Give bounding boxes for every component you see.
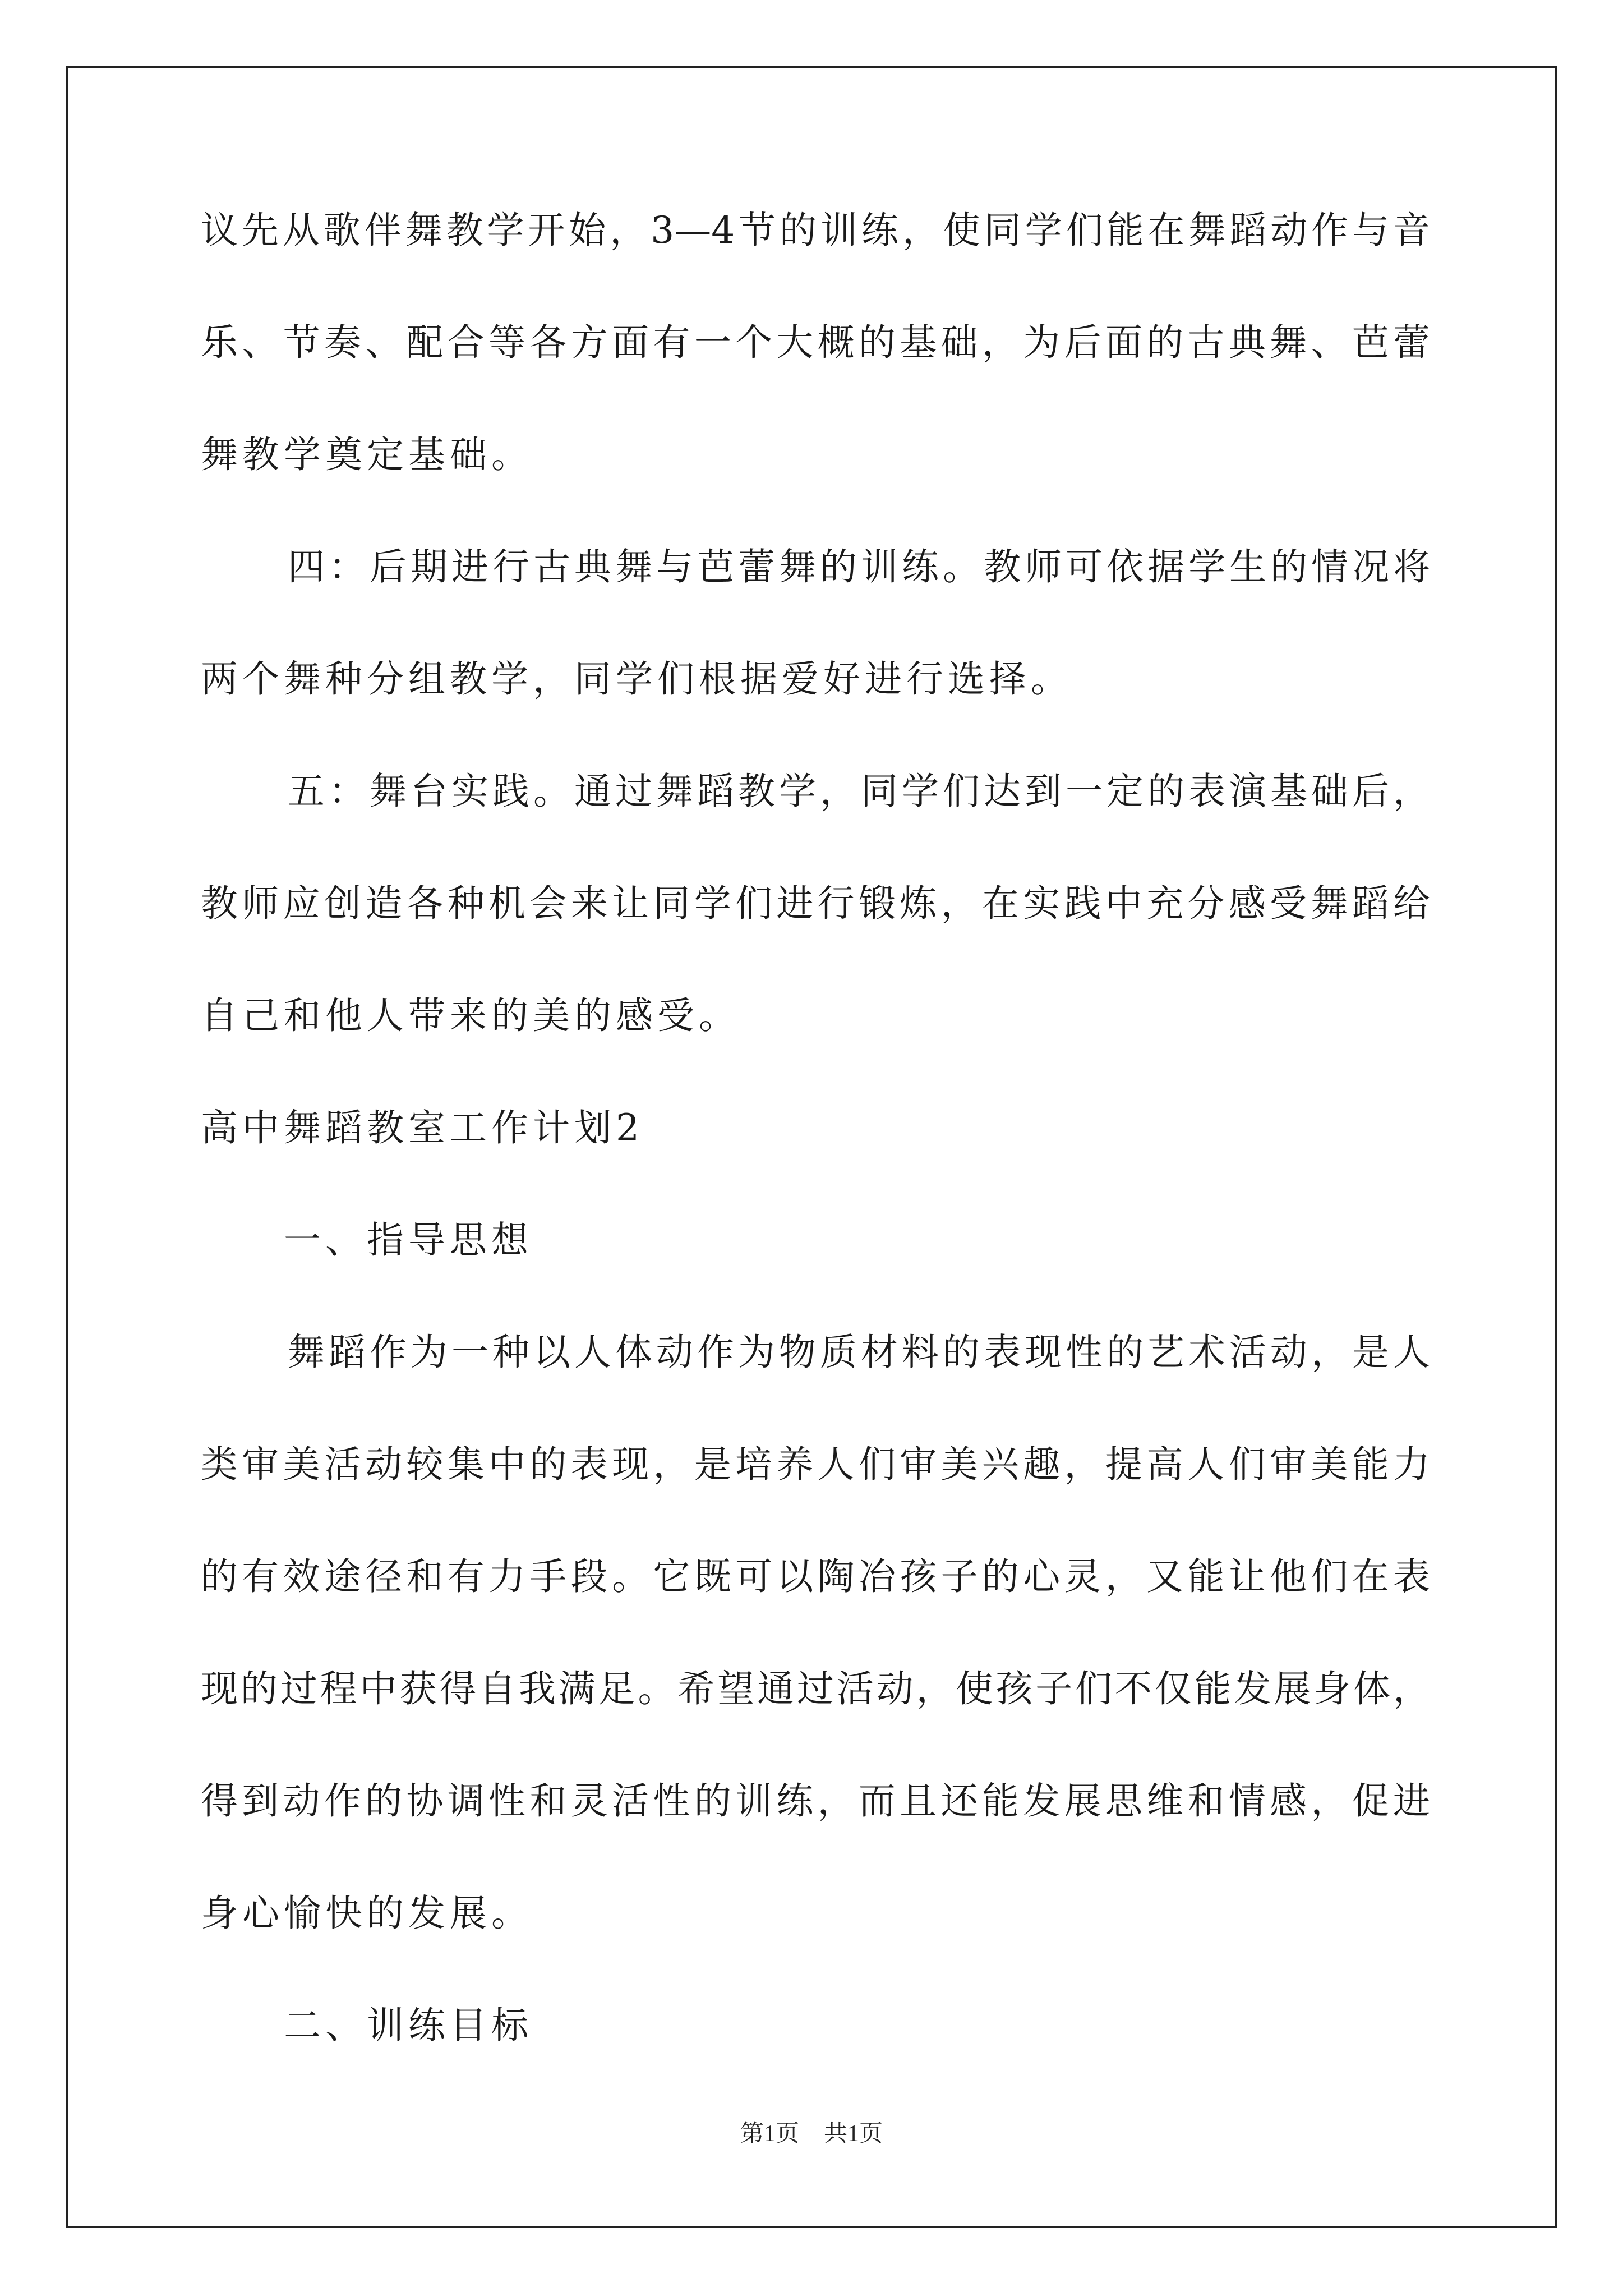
- text-line: [201, 882, 1430, 997]
- line-text: 身心愉快的发展。: [201, 1892, 533, 1935]
- page-footer: [0, 2122, 1623, 2146]
- line-text: 一、指导思想: [284, 1218, 533, 1262]
- text-line: [201, 1779, 1430, 1895]
- line-text: 高中舞蹈教室工作计划2: [201, 1106, 644, 1149]
- text-line: [201, 433, 1430, 549]
- text-line: [201, 209, 1430, 324]
- text-line: [201, 770, 1430, 885]
- line-text: 类审美活动较集中的表现，是培养人们审美兴趣，提高人们审美能力: [201, 1443, 1430, 1486]
- line-text: 的有效途径和有力手段。它既可以陶冶孩子的心灵，又能让他们在表: [201, 1555, 1430, 1598]
- line-text: 自己和他人带来的美的感受。: [201, 994, 740, 1037]
- line-text: 舞蹈作为一种以人体动作为物质材料的表现性的艺术活动，是人: [284, 1331, 1430, 1374]
- line-text: 议先从歌伴舞教学开始，3—4节的训练，使同学们能在舞蹈动作与音: [201, 209, 1430, 252]
- line-text: 两个舞种分组教学，同学们根据爱好进行选择。: [201, 657, 1072, 701]
- line-text: 四：后期进行古典舞与芭蕾舞的训练。教师可依据学生的情况将: [284, 545, 1430, 588]
- text-line: [201, 321, 1430, 436]
- line-text: 舞教学奠定基础。: [201, 433, 533, 476]
- subsection-heading: [201, 1218, 1430, 1334]
- page-total: 共1页: [824, 2121, 883, 2147]
- line-text: 现的过程中获得自我满足。希望通过活动，使孩子们不仅能发展身体，: [201, 1667, 1430, 1710]
- line-text: 教师应创造各种机会来让同学们进行锻炼，在实践中充分感受舞蹈给: [201, 882, 1430, 925]
- text-line: [201, 1892, 1430, 2007]
- text-line: [201, 1331, 1430, 1446]
- section-heading: [201, 1106, 1430, 1222]
- page-number: 第1页: [740, 2121, 799, 2147]
- text-line: [201, 1443, 1430, 1558]
- subsection-heading: [201, 2004, 1430, 2119]
- text-line: [201, 1667, 1430, 1783]
- text-line: [201, 545, 1430, 661]
- text-line: [201, 657, 1430, 773]
- line-text: 得到动作的协调性和灵活性的训练，而且还能发展思维和情感，促进: [201, 1779, 1430, 1823]
- line-text: 五：舞台实践。通过舞蹈教学，同学们达到一定的表演基础后，: [284, 770, 1430, 813]
- text-line: [201, 1555, 1430, 1671]
- text-line: [201, 994, 1430, 1110]
- line-text: 二、训练目标: [284, 2004, 533, 2047]
- document-body: [201, 209, 1430, 2119]
- line-text: 乐、节奏、配合等各方面有一个大概的基础，为后面的古典舞、芭蕾: [201, 321, 1430, 364]
